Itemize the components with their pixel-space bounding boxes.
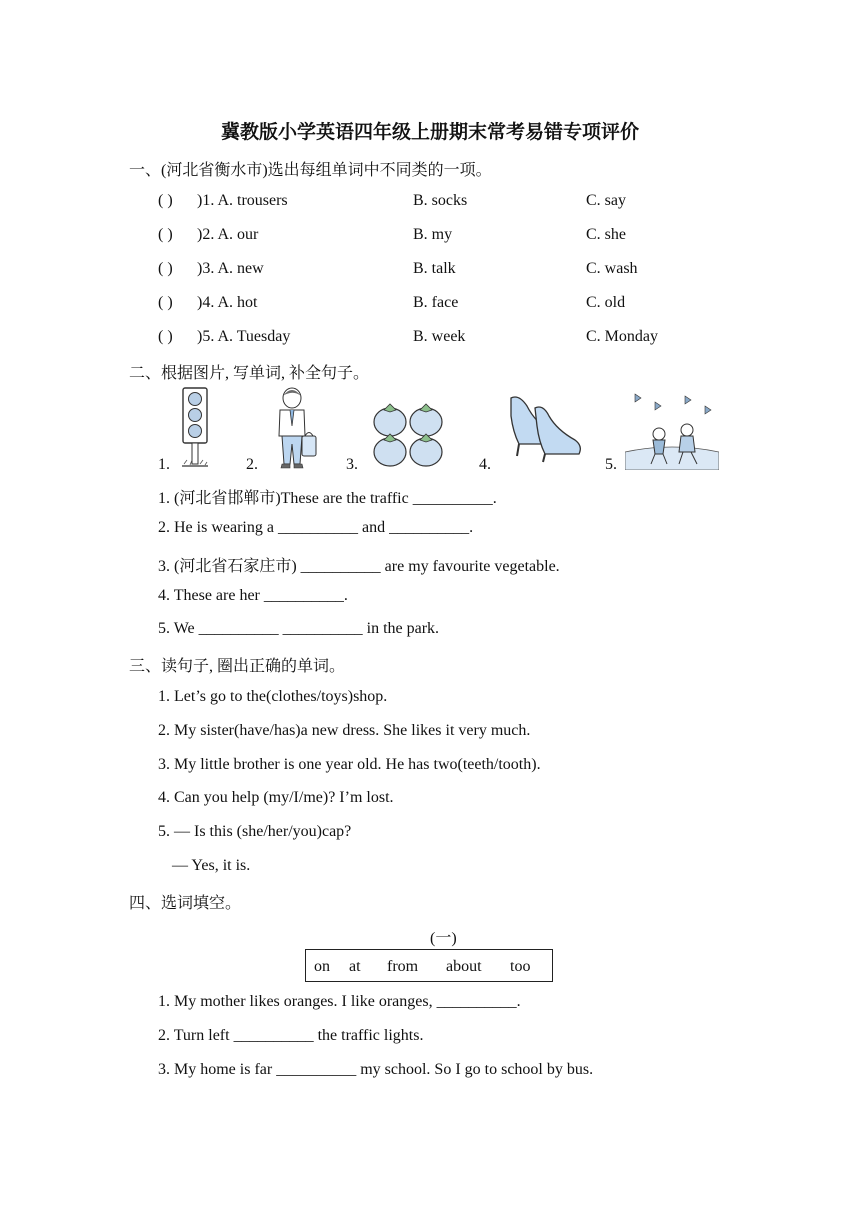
section3-heading: 三、读句子, 圈出正确的单词。 <box>129 658 346 675</box>
q1-option-b: B. socks <box>413 192 468 209</box>
q5-option-c: C. Monday <box>586 328 658 345</box>
fill-sentence: 2. Turn left __________ the traffic lights. <box>158 1027 424 1044</box>
word-box <box>305 949 553 982</box>
q3-option-c: C. wash <box>586 260 638 277</box>
q4-option-a: )4. A. hot <box>197 294 258 311</box>
boy-with-bag-icon <box>272 386 320 470</box>
shoes-icon <box>505 392 587 464</box>
picture-label: 2. <box>246 456 258 473</box>
word-option: on <box>314 958 330 975</box>
circle-sentence: 4. Can you help (my/I/me)? I’m lost. <box>158 789 394 806</box>
q2-option-a: )2. A. our <box>197 226 259 243</box>
fill-sentence: 5. We __________ __________ in the park. <box>158 620 440 637</box>
tomatoes-icon <box>370 400 450 470</box>
circle-sentence: 3. My little brother is one year old. He has two(teeth/tooth). <box>158 756 541 773</box>
q3-option-b: B. talk <box>413 260 456 277</box>
fill-sentence: 3. (河北省石家庄市) __________ are my favourite vegetable. <box>158 558 560 575</box>
answer-paren[interactable]: ( ) <box>158 260 173 277</box>
picture-label: 3. <box>346 456 358 473</box>
circle-sentence: 1. Let’s go to the(clothes/toys)shop. <box>158 688 388 705</box>
fill-sentence: 1. (河北省邯郸市)These are the traffic __________. <box>158 490 497 507</box>
q1-option-a: )1. A. trousers <box>197 192 288 209</box>
circle-sentence: 5. — Is this (she/her/you)cap? <box>158 823 352 840</box>
circle-sentence: 2. My sister(have/has)a new dress. She likes it very much. <box>158 722 531 739</box>
fill-sentence: 4. These are her __________. <box>158 587 348 604</box>
section1-heading: 一、(河北省衡水市)选出每组单词中不同类的一项。 <box>129 162 492 179</box>
answer-paren[interactable]: ( ) <box>158 328 173 345</box>
q2-option-c: C. she <box>586 226 626 243</box>
picture-label: 1. <box>158 456 170 473</box>
picture-label: 4. <box>479 456 491 473</box>
picture-label: 5. <box>605 456 617 473</box>
part-label: (一) <box>430 930 457 947</box>
circle-sentence-answer: — Yes, it is. <box>172 857 251 874</box>
section2-heading: 二、根据图片, 写单词, 补全句子。 <box>129 365 370 382</box>
fill-sentence: 2. He is wearing a __________ and __________. <box>158 519 474 536</box>
page-title: 冀教版小学英语四年级上册期末常考易错专项评价 <box>220 122 639 143</box>
word-option: from <box>387 958 419 975</box>
traffic-light-icon <box>178 386 212 470</box>
answer-paren[interactable]: ( ) <box>158 294 173 311</box>
fill-sentence: 3. My home is far __________ my school. So I go to school by bus. <box>158 1061 594 1078</box>
q5-option-b: B. week <box>413 328 466 345</box>
section4-heading: 四、选词填空。 <box>129 895 242 912</box>
q2-option-b: B. my <box>413 226 453 243</box>
answer-paren[interactable]: ( ) <box>158 192 173 209</box>
park-kids-icon <box>625 388 719 470</box>
q4-option-b: B. face <box>413 294 459 311</box>
word-option: too <box>510 958 531 975</box>
fill-sentence: 1. My mother likes oranges. I like oranges, __________. <box>158 993 521 1010</box>
word-option: about <box>446 958 482 975</box>
word-option: at <box>349 958 361 975</box>
q5-option-a: )5. A. Tuesday <box>197 328 291 345</box>
q3-option-a: )3. A. new <box>197 260 264 277</box>
q1-option-c: C. say <box>586 192 626 209</box>
answer-paren[interactable]: ( ) <box>158 226 173 243</box>
q4-option-c: C. old <box>586 294 626 311</box>
